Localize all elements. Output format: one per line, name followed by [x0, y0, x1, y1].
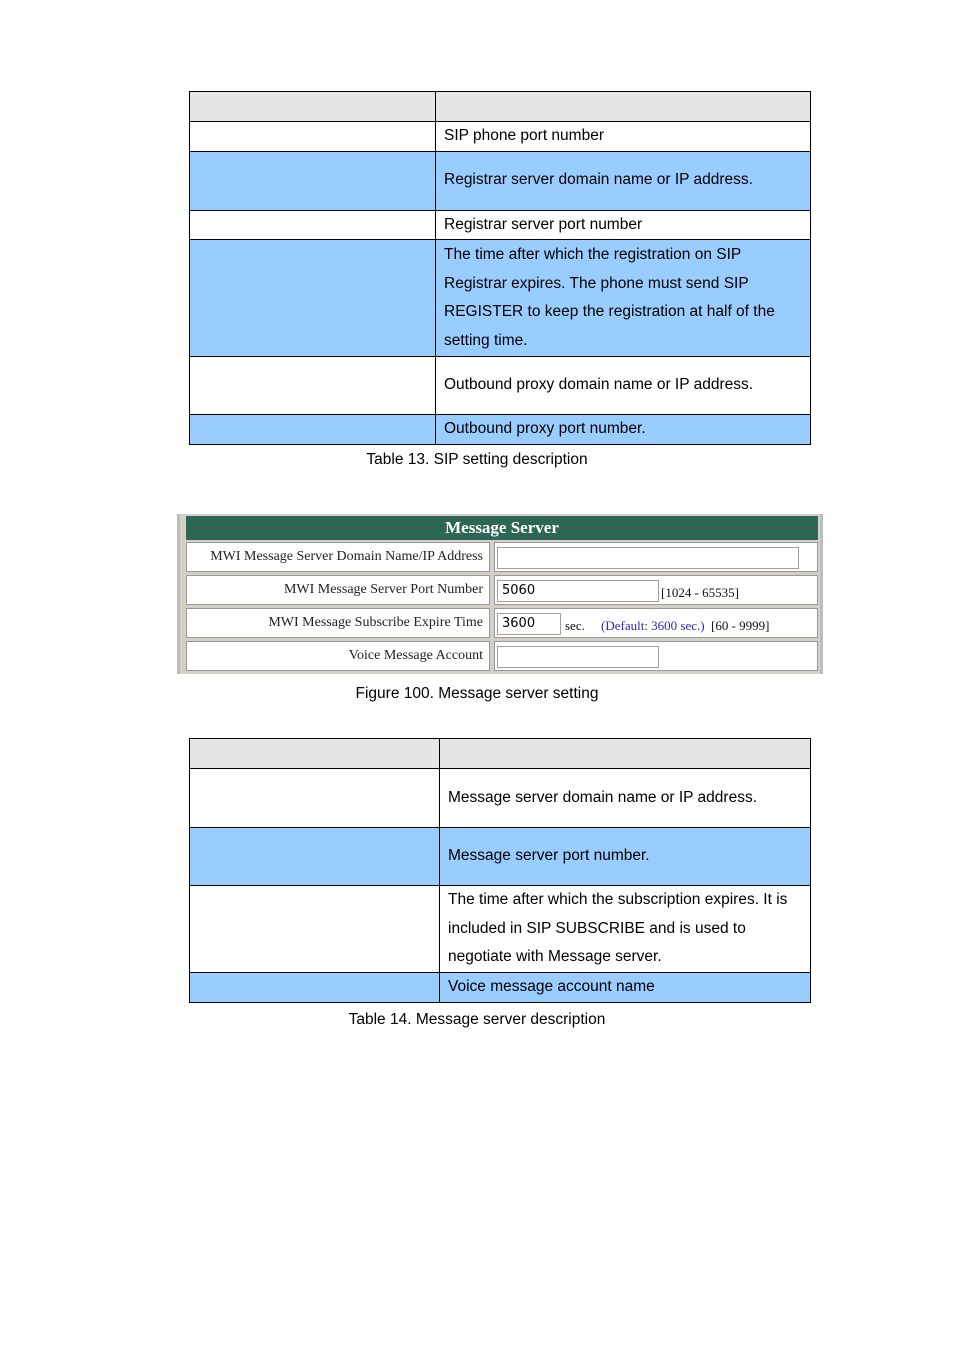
row-label — [190, 151, 436, 210]
field-cell — [494, 608, 818, 638]
row-description: Registrar server domain name or IP address. — [436, 151, 811, 210]
row-description: SIP phone port number — [436, 122, 811, 152]
row-description: Outbound proxy port number. — [436, 415, 811, 445]
table-row — [190, 122, 811, 152]
form-row — [186, 608, 818, 638]
field-label: MWI Message Subscribe Expire Time — [186, 608, 490, 638]
row-label — [190, 240, 436, 357]
description-line: setting time. — [444, 331, 528, 349]
description-line: REGISTER to keep the registration at half of the — [444, 303, 775, 320]
range-note: [60 - 9999] — [711, 618, 770, 633]
expire-time-input[interactable]: 3600 — [497, 613, 561, 635]
row-description: Message server port number. — [440, 828, 811, 886]
field-cell — [494, 575, 818, 605]
row-description: Voice message account name — [440, 973, 811, 1003]
table-row — [190, 415, 811, 445]
row-label — [190, 415, 436, 445]
row-label — [190, 828, 440, 886]
message-server-screenshot — [177, 514, 823, 674]
port-input[interactable]: 5060 — [497, 580, 659, 602]
sip-setting-table — [189, 91, 811, 445]
description-line: The time after which the subscription expires. It is — [448, 891, 788, 909]
field-cell — [494, 542, 818, 572]
row-label — [190, 769, 440, 828]
header-cell-description — [440, 739, 811, 769]
form-row — [186, 641, 818, 671]
panel-title: Message Server — [186, 516, 818, 540]
row-label — [190, 122, 436, 152]
field-cell — [494, 641, 818, 671]
message-server-table — [189, 738, 811, 1003]
table-header-row — [190, 92, 811, 122]
row-label — [190, 886, 440, 973]
form-row — [186, 542, 818, 572]
table-row — [190, 828, 811, 886]
row-description: Registrar server port number — [436, 210, 811, 240]
table-row — [190, 357, 811, 415]
table-row — [190, 240, 811, 357]
field-label: Voice Message Account — [186, 641, 490, 671]
field-label: MWI Message Server Port Number — [186, 575, 490, 605]
description-line: The time after which the registration on SIP — [444, 246, 742, 263]
table-caption: Table 13. SIP setting description — [366, 451, 588, 468]
table-row — [190, 973, 811, 1003]
figure-caption: Figure 100. Message server setting — [355, 685, 599, 702]
description-line: Registrar expires. The phone must send SIP — [444, 274, 749, 292]
row-label — [190, 357, 436, 415]
description-line: negotiate with Message server. — [448, 948, 662, 966]
row-description: Outbound proxy domain name or IP address. — [436, 357, 811, 415]
header-cell-description — [436, 92, 811, 122]
row-label — [190, 973, 440, 1003]
table-caption: Table 14. Message server description — [348, 1011, 606, 1028]
field-label: MWI Message Server Domain Name/IP Address — [186, 542, 490, 572]
range-note: [1024 - 65535] — [661, 585, 739, 600]
row-description: Message server domain name or IP address. — [440, 769, 811, 828]
table-row — [190, 769, 811, 828]
header-cell-parameter — [190, 92, 436, 122]
table-row — [190, 886, 811, 973]
voice-account-input[interactable] — [497, 646, 659, 668]
description-line: included in SIP SUBSCRIBE and is used to — [448, 919, 746, 937]
header-cell-parameter — [190, 739, 440, 769]
table-row — [190, 210, 811, 240]
unit-label: sec. — [565, 618, 585, 633]
table-header-row — [190, 739, 811, 769]
table-row — [190, 151, 811, 210]
default-note: (Default: 3600 sec.) — [601, 618, 705, 633]
domain-input[interactable] — [497, 547, 799, 569]
row-label — [190, 210, 436, 240]
form-row — [186, 575, 818, 605]
row-description — [440, 886, 811, 973]
row-description — [436, 240, 811, 357]
